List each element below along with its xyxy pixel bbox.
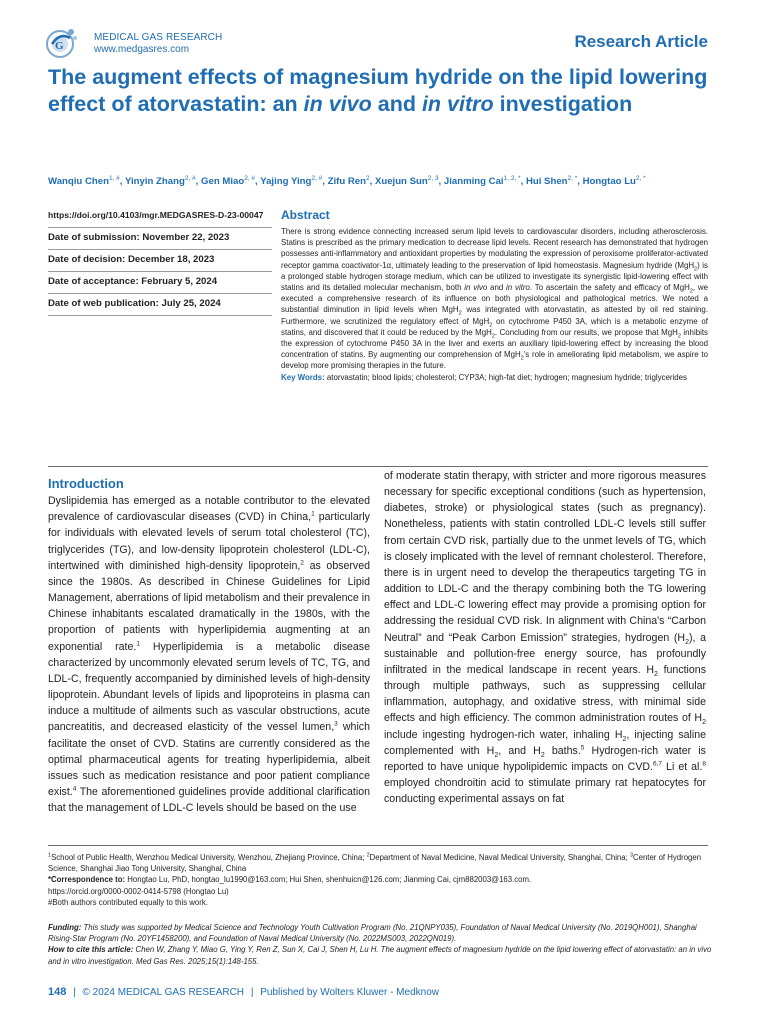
citation-statement: How to cite this article: Chen W, Zhang Y, Miao G, Ying Y, Ren Z, Sun X, Cai J, Shen H, Lu H. The augment effects of magnesium hydride on the lipid lowering effect of atorvastatin: an in vivo and in vitro investigation. Med Gas Res. 2025;15(1):148-155. <box>48 945 712 966</box>
abstract-section <box>281 206 708 383</box>
footer-separator: | <box>250 987 254 998</box>
date-web-publication: Date of web publication: July 25, 2024 <box>48 294 272 316</box>
footer-separator: | <box>73 987 76 998</box>
intro-right-column <box>384 468 706 807</box>
date-decision: Date of decision: December 18, 2023 <box>48 250 272 272</box>
footer-copyright: © 2024 MEDICAL GAS RESEARCH <box>82 987 245 998</box>
section-divider <box>48 466 708 467</box>
author: Yajing Ying <box>260 176 312 187</box>
correspondence: *Correspondence to: Hongtao Lu, PhD, hongtao_lu1990@163.com; Hui Shen, shenhuicn@126.com; Jianming Cai, cjm882003@163.com. <box>48 875 532 885</box>
intro-left-column <box>48 476 370 816</box>
author-list: Wanqiu Chen$^{1, \#}$, Yinyin Zhang$^{2, \#}$, Gen Miao$^{2, \#}$, Yajing Ying$^{2, \#}$, Zifu Ren$^2$, Xuejun Sun$^{2, 3}$, Jianming Cai$^{1, 2, *}$, Hui Shen$^{2, *}$, Hongtao $Lu^{2, *}$ <box>48 174 646 187</box>
footnote-divider <box>48 845 708 846</box>
svg-text:G: G <box>55 40 64 52</box>
intro-paragraph: of moderate statin therapy, with stricter and more rigorous measures necessary for specific exceptional conditions (such as hypertension, diabetes, stroke) or physiological states (such as pregnancy). Nonetheless, patients with statin controlled LDL-C levels still suffer from certain CVD risk, partially due to the unmet levels of TG, which is closely implicated with the level of remnant cholesterol. Therefore, there is in urgent need to develop the therapeutics targeting TG in addition to LDL-C and the therapy combining both the TG lowering effect and LDL-C lowering effect may provide a promising option for addressing the residual CVD risk. In alignment with China's “Carbon Neutral” and “Peak Carbon Emission” strategies, hydrogen $(H_2)$, a sustainable and pollution-free energy source, has profoundly infiltrated in the medical landscape in recent years. $H_2$ functions through multiple pathways, such as suppressing cellular inflammation, autophagy, and oxidative stress, with minimal side effects and high efficiency. The common administration routes of $H_2$ include ingesting hydrogen-rich water, inhaling $H_2$, injecting saline complemented with $H_2$, and $H_2$ baths.$^5$ Hydrogen-rich water is reported to have unique hypolipidemic impacts on CVD.$^{6,7}$ Li et al.$^8$ employed chondroitin acid to stimulate primary rat hepatocytes for conducting experimental assays on fat <box>384 470 706 806</box>
abstract-text: There is strong evidence connecting increased serum lipid levels to cardiovascular disorders, including atherosclerosis. Statins is prescribed as the primary medication to decrease lipid levels. Recent research has demonstrated that hydrogen possesses anti-inflammatory and antioxidant properties by modulating the expression of peroxisome proliferator-activated receptor gamma coactivator-1α, ultimately leading to the preservation of lipid homeostasis. Magnesium hydride (MgH$_2$) is a prolonged stable hydrogen storage medium, which can be utilized to investigate its synergistic lipid-lowering effect with statins and its detailed molecular mechanism, both in vivo and in vitro. To ascertain the safety and efficacy of MgH$_2$, we executed a comprehensive research of its influence on both physiological and pathological metrics. We noted a substantial diminution in lipid levels when MgH$_2$ was integrated with atorvastatin, as attested by oil red staining. Furthermore, we scrutinized the regulatory effect of MgH$_2$ on cytochrome P450 3A, which is a metabolic enzyme of statins, and discovered that it could be reduced by the MgH$_2$. Concluding from our results, we propose that MgH$_2$ inhibits the expression of cytochrome P450 3A in the liver and exerts an auxiliary lipid-lowering effect by increasing the blood concentration of statins. By augmenting our comprehension of MgH$_2$'s role in ameliorating lipid metabolism, we aspire to develop more promising therapies in the future. <box>281 227 709 371</box>
equal-contribution-note: #Both authors contributed equally to this work. <box>48 897 208 907</box>
author: Hongtao Lu <box>582 176 636 187</box>
page-number: 148 <box>48 986 67 998</box>
article-type: Research Article <box>574 32 708 51</box>
article-dates <box>48 206 272 316</box>
author: Gen Miao <box>201 176 245 187</box>
doi-link[interactable]: https://doi.org/10.4103/mgr.MEDGASRES-D-23-00047 <box>48 206 272 228</box>
intro-heading: Introduction <box>48 476 124 491</box>
journal-url-link[interactable]: www.medgasres.com <box>94 44 190 55</box>
author: Wanqiu Chen <box>48 176 109 187</box>
funding-and-citation <box>48 922 712 967</box>
intro-paragraph: Dyslipidemia has emerged as a notable contributor to the elevated prevalence of cardiovascular diseases (CVD) in China,$^1$ particularly for individuals with elevated levels of serum total cholesterol (TC), triglycerides (TG), and low-density lipoprotein cholesterol (LDL-C), intertwined with diminished high-density lipoprotein,$^2$ as observed since the 1980s. As described in Chinese Guidelines for Lipid Management, aberrations of lipid metabolism and their prevalence in Chinese inhabitants escalated dramatically in the 1980s, with the proportion of patients with hyperlipidemia augmenting at an exponential rate.$^1$ Hyperlipidemia is a metabolic disease characterized by uncommonly elevated serum levels of TC, TG, and LDL-C, frequently accompanied by diminished levels of high-density lipoprotein. Abundant levels of lipids and lipoproteins in plasma can induce a multitude of ailments such as vascular obstructions, acute pancreatitis, and decreased elasticity of the vessel lumen,$^3$ which facilitate the onset of CVD. Statins are currently considered as the optimal pharmaceutical agents for treating hyperlipidemia, albeit issues such as medication resistance and poor patient compliance exist.$^4$ The aforementioned guidelines provide additional clarification that the management of LDL-C levels should be based on the use <box>48 495 371 815</box>
author: Hui Shen <box>525 176 568 187</box>
journal-name: MEDICAL GAS RESEARCH <box>94 32 223 43</box>
footnotes <box>48 852 712 908</box>
author: Yinyin Zhang <box>124 176 185 187</box>
journal-logo-icon <box>44 26 80 60</box>
orcid-link[interactable]: https://orcid.org/0000-0002-0414-5798 (Hongtao Lu) <box>48 886 229 896</box>
author: Jianming Cai <box>443 176 504 187</box>
page-footer <box>48 986 439 998</box>
page-header <box>44 26 708 60</box>
funding-statement: Funding: This study was supported by Medical Science and Technology Youth Cultivation Program (No. 21QNPY035), Foundation of Naval Medical University (No. 2019QH001), Shanghai Rising-Star Program (No. 20YF1458200), and Foundation of Naval Medical University (No. 2022MS003, 2022QN019). <box>48 923 697 944</box>
date-submission: Date of submission: November 22, 2023 <box>48 228 272 250</box>
abstract-heading: Abstract <box>281 208 330 222</box>
date-acceptance: Date of acceptance: February 5, 2024 <box>48 272 272 294</box>
author: Zifu Ren <box>327 176 366 187</box>
footer-publisher: Published by Wolters Kluwer - Medknow <box>260 987 439 998</box>
affiliations: $^1$School of Public Health, Wenzhou Medical University, Wenzhou, Zhejiang Province, China; $^2$Department of Naval Medicine, Naval Medical University, Shanghai, China; $^3$Center of Hydrogen Science, Shanghai Jiao Tong University, Shanghai, China <box>48 852 702 874</box>
author: Xuejun Sun <box>374 176 428 187</box>
article-title: The augment effects of magnesium hydride on the lipid lowering effect of atorvastatin: an in vivo and in vitro investigation <box>48 65 708 116</box>
keywords: Key Words: atorvastatin; blood lipids; cholesterol; CYP3A; high-fat diet; hydrogen; magnesium hydride; triglycerides <box>281 372 687 382</box>
